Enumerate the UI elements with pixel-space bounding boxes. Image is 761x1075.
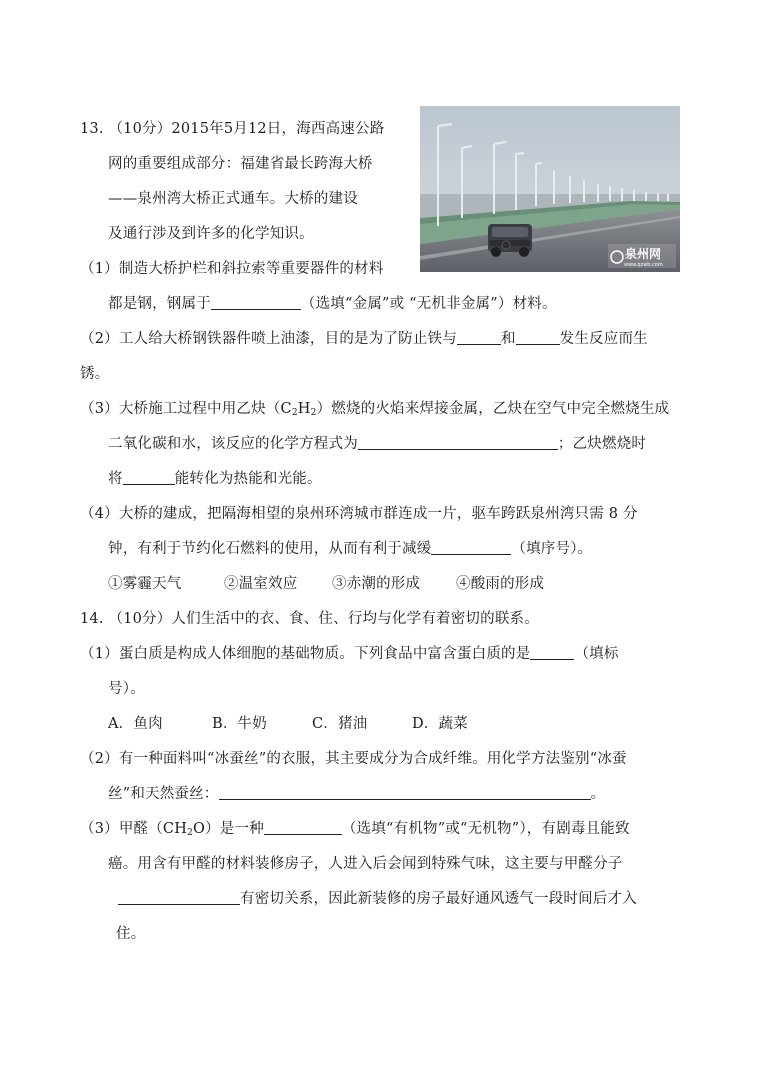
q13-part3-c-post: 能转化为热能和光能。 (174, 471, 322, 487)
answer-blank[interactable] (123, 470, 175, 485)
q14-part3-post: （选填“有机物”或“无机物”），有剧毒且能致 (341, 821, 630, 837)
q14-part1-line2: 号）。 (108, 681, 145, 697)
answer-blank[interactable] (211, 295, 301, 310)
q13-part4-post: （填序号）。 (511, 541, 593, 557)
answer-blank[interactable] (431, 540, 511, 555)
subscript: 2 (310, 408, 317, 418)
q13-line-3: ——泉州湾大桥正式通车。大桥的建设 (108, 191, 358, 207)
q13-part1-line2 (108, 295, 557, 313)
q14-number: 14. (80, 611, 104, 627)
q13-header-text: （10分）2015年5月12日，海西高速公路 (108, 121, 385, 137)
q13-part3-b-post: ；乙炔燃烧时 (557, 436, 647, 452)
answer-blank[interactable] (457, 330, 501, 345)
q14-part3-line4: 住。 (116, 926, 146, 942)
q14-part3-c-post: 有密切关系，因此新装修的房子最好通风透气一段时间后才入 (240, 891, 637, 907)
q13-header (80, 120, 384, 138)
q14-part2-text: 丝”和天然蚕丝： (108, 786, 219, 802)
q14-options (108, 715, 468, 733)
q14-part2-line1: （2）有一种面料叫“冰蚕丝”的衣服，其主要成分为合成纤维。用化学方法鉴别“冰蚕 (80, 751, 627, 767)
q13-part3-mid: H (297, 401, 311, 417)
q13-part3-b-text: 二氧化碳和水，该反应的化学方程式为 (108, 436, 358, 452)
q13-part3-line2 (108, 435, 646, 453)
q13-part2-post: 发生反应而生 (559, 331, 648, 347)
q14-header (80, 610, 539, 628)
q13-part2-text: （2）工人给大桥钢铁器件喷上油漆，目的是为了防止铁与 (80, 331, 457, 347)
q13-options (108, 575, 544, 593)
q13-line-4: 及通行涉及到许多的化学知识。 (108, 226, 314, 242)
q13-part1-text: 都是钢，钢属于 (108, 296, 211, 312)
subscript: 2 (291, 408, 298, 418)
q14-part2-post: 。 (590, 786, 606, 802)
q14-part1-text: （1）蛋白质是构成人体细胞的基础物质。下列食品中富含蛋白质的是 (80, 646, 531, 662)
option-d[interactable]: D．蔬菜 (412, 716, 468, 732)
q14-part3-line1 (80, 820, 630, 842)
q13-part2-mid: 和 (500, 331, 516, 347)
option-a[interactable]: A．鱼肉 (108, 716, 163, 732)
bridge-photo (420, 106, 680, 272)
answer-blank[interactable] (219, 785, 591, 800)
q14-part1-post: （填标 (574, 646, 619, 662)
q14-part3-text: （3）甲醛（CH (80, 821, 188, 837)
answer-blank[interactable] (516, 330, 560, 345)
q14-part3-sym: O）是一种 (193, 821, 264, 837)
q13-part4-line2 (108, 540, 592, 558)
option-c[interactable]: C．猪油 (312, 716, 368, 732)
q13-part4-line1: （4）大桥的建成，把隔海相望的泉州环湾城市群连成一片，驱车跨跃泉州湾只需 8 分 (80, 506, 638, 522)
q14-part2-line2 (108, 785, 605, 803)
q13-part3-c-text: 将 (108, 471, 123, 487)
answer-blank[interactable] (530, 645, 574, 660)
q13-part3-line3 (108, 470, 322, 488)
q13-part1-line1: （1）制造大桥护栏和斜拉索等重要器件的材料 (80, 261, 384, 277)
watermark-text: 泉州网 (625, 247, 662, 261)
q14-part3-line2: 癌。用含有甲醛的材料装修房子，人进入后会闻到特殊气味，这主要与甲醛分子 (108, 856, 623, 872)
option-1[interactable]: ①雾霾天气 (108, 576, 182, 592)
q13-part3-post: ）燃烧的火焰来焊接金属，乙炔在空气中完全燃烧生成 (316, 401, 670, 417)
q13-part3-line1 (80, 400, 669, 422)
answer-blank[interactable] (358, 435, 558, 450)
subscript: 2 (187, 828, 194, 838)
q13-part1-text-post: （选填“金属”或 “无机非金属”）材料。 (300, 296, 557, 312)
q14-part3-line3 (118, 890, 637, 908)
q13-line-2: 网的重要组成部分：福建省最长跨海大桥 (108, 156, 373, 172)
answer-blank[interactable] (264, 820, 342, 835)
q13-part3-text: （3）大桥施工过程中用乙炔（C (80, 401, 292, 417)
option-b[interactable]: B．牛奶 (212, 716, 267, 732)
q14-part1-line1 (80, 645, 619, 663)
watermark-url: www.qzwb.com (624, 262, 663, 268)
q13-number: 13. (80, 121, 104, 137)
q14-header-text: （10分）人们生活中的衣、食、住、行均与化学有着密切的联系。 (108, 611, 539, 627)
option-3[interactable]: ③赤潮的形成 (332, 576, 421, 592)
q13-part4-text: 钟，有利于节约化石燃料的使用，从而有利于减缓 (108, 541, 432, 557)
option-2[interactable]: ②温室效应 (224, 576, 298, 592)
q13-part2-line2: 锈。 (80, 366, 110, 382)
q13-part2-line1 (80, 330, 648, 348)
option-4[interactable]: ④酸雨的形成 (456, 576, 545, 592)
answer-blank[interactable] (118, 890, 240, 905)
